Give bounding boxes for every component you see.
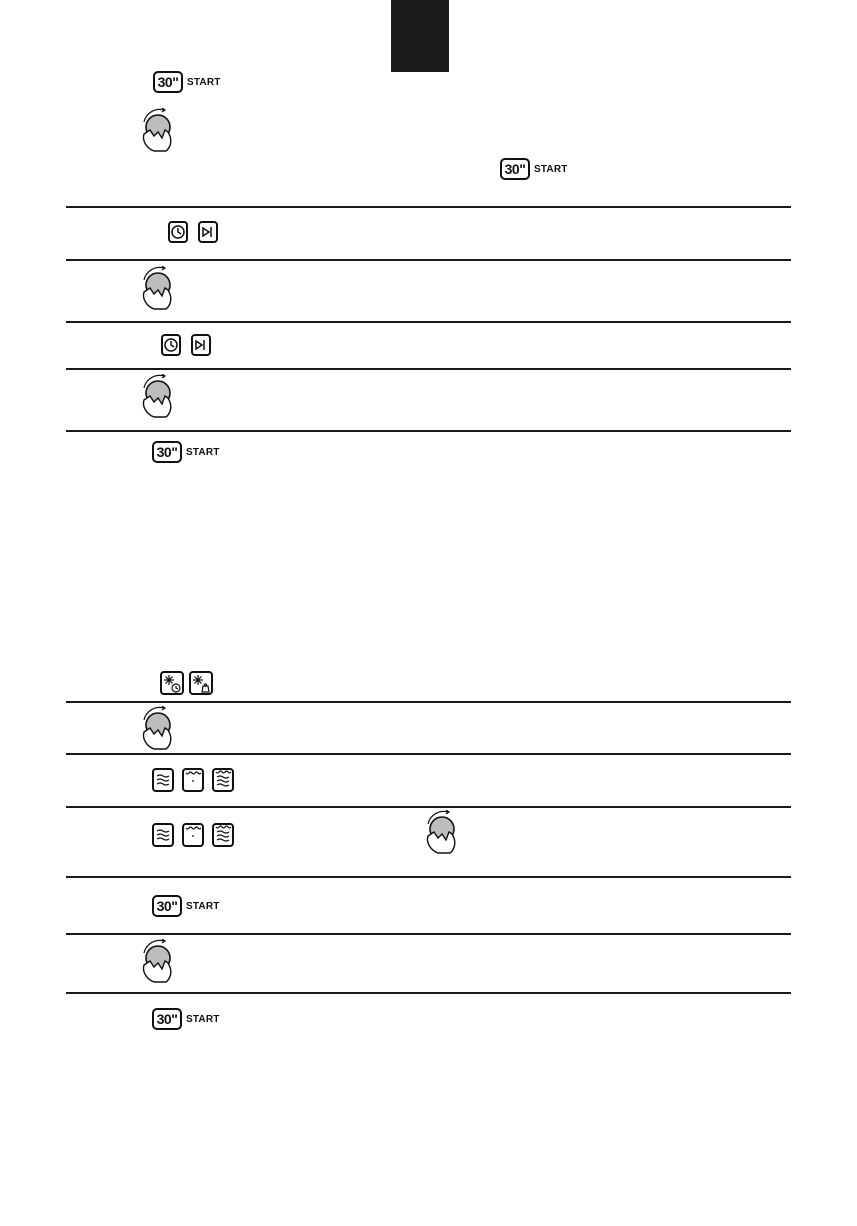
divider bbox=[66, 806, 791, 808]
microwave-waves-icon bbox=[152, 768, 174, 792]
clock-icon bbox=[168, 221, 188, 243]
start-label: START bbox=[186, 1013, 220, 1025]
grill-icon bbox=[182, 823, 204, 847]
clock-icon bbox=[161, 334, 181, 356]
start-label: START bbox=[187, 76, 221, 88]
divider bbox=[66, 876, 791, 878]
start-label: START bbox=[186, 900, 220, 912]
divider bbox=[66, 933, 791, 935]
combination-waves-icon bbox=[212, 768, 234, 792]
start-button-icon bbox=[152, 894, 220, 918]
combination-waves-icon bbox=[212, 823, 234, 847]
start-label: START bbox=[534, 163, 568, 175]
start-number: 30" bbox=[500, 158, 530, 180]
rotary-knob-hand-icon bbox=[138, 706, 178, 752]
divider bbox=[66, 753, 791, 755]
start-number: 30" bbox=[152, 895, 182, 917]
rotary-knob-hand-icon bbox=[138, 939, 178, 985]
skip-forward-icon bbox=[191, 334, 211, 356]
defrost-by-weight-icon bbox=[189, 671, 213, 695]
skip-forward-icon bbox=[198, 221, 218, 243]
divider bbox=[66, 701, 791, 703]
rotary-knob-hand-icon bbox=[138, 266, 178, 312]
start-button-inline-icon bbox=[500, 157, 568, 181]
rotary-knob-hand-icon bbox=[422, 810, 462, 856]
divider bbox=[66, 206, 791, 208]
start-number: 30" bbox=[153, 71, 183, 93]
page-tab-marker bbox=[391, 0, 449, 72]
divider bbox=[66, 430, 791, 432]
microwave-waves-icon bbox=[152, 823, 174, 847]
divider bbox=[66, 259, 791, 261]
start-number: 30" bbox=[152, 441, 182, 463]
grill-icon bbox=[182, 768, 204, 792]
rotary-knob-hand-icon bbox=[138, 374, 178, 420]
divider bbox=[66, 321, 791, 323]
start-button-icon bbox=[152, 440, 220, 464]
rotary-knob-hand-icon bbox=[138, 108, 178, 154]
divider bbox=[66, 992, 791, 994]
divider bbox=[66, 368, 791, 370]
start-number: 30" bbox=[152, 1008, 182, 1030]
start-button-icon bbox=[153, 70, 221, 94]
start-button-icon bbox=[152, 1007, 220, 1031]
start-label: START bbox=[186, 446, 220, 458]
defrost-by-time-icon bbox=[160, 671, 184, 695]
